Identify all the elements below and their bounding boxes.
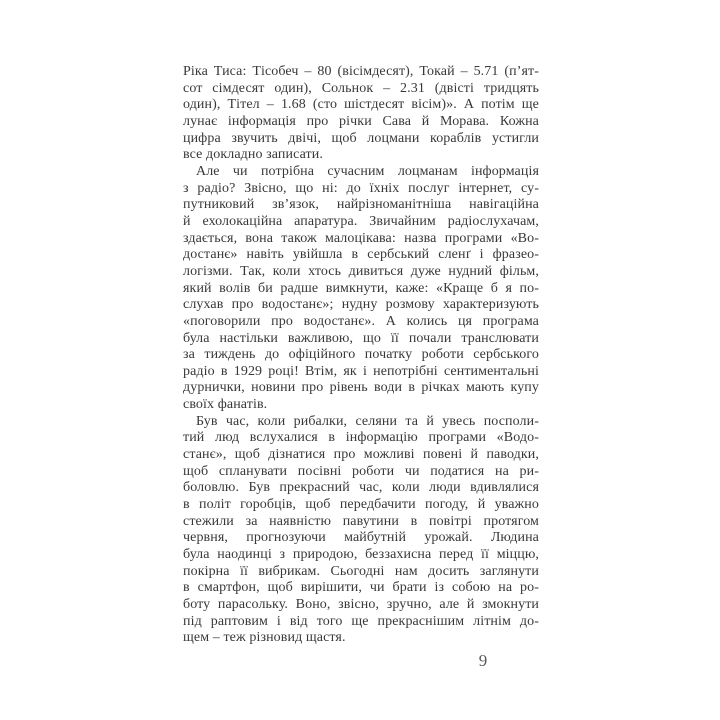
text-line: в політ горобців, щоб передбачити погоду, й уважно [183,497,539,513]
text-line: все докладно записати. [183,147,323,163]
text-line: сот сімдесят один), Сольнок – 2.31 (двісті тридцять [183,80,539,96]
text-line: Був час, коли рибалки, селяни та й увесь посполи- [196,413,539,429]
page-number: 9 [478,651,488,670]
text-line: дурнички, новини про рівень води в річках мають купу [183,380,539,396]
text-line: цифра звучить двічі, щоб лоцмани кораблів устигли [183,130,539,146]
text-line: один), Тітел – 1.68 (сто шістдесят вісім)». А потім ще [183,97,539,113]
text-line: й ехолокаційна апаратура. Звичайним радіослухачам, [183,213,539,229]
text-line: своїх фанатів. [183,397,268,413]
text-line: логізми. Так, коли хтось дивиться дуже нудний фільм, [183,263,539,279]
text-line: Ріка Тиса: Тісобеч – 80 (вісімдесят), Токай – 5.71 (п’ят- [183,64,539,79]
text-line: боловлю. Був прекрасний час, коли люди вдивлялися [183,480,539,496]
text-line: достанє» навіть увійшла в сербський сленґ і фразео- [183,247,539,263]
text-line: здається, вона також малоцікава: назва програми «Во- [183,230,539,246]
text-line: в смартфон, щоб вирішити, чи брати із собою на ро- [183,580,539,596]
text-line: за тиждень до офіційного початку роботи сербського [183,347,539,363]
text-line: червня, прогнозуючи майбутній урожай. Людина [183,530,539,546]
text-line: покірна її вибрикам. Сьогодні нам досить заглянути [183,563,539,579]
text-line: була наодинці з природою, беззахисна перед її міццю, [183,547,539,563]
text-line: «поговорили про водостанє». А колись ця програма [183,313,539,329]
text-line: боту парасольку. Воно, звісно, зручно, але й змокнути [183,597,539,612]
text-line: була настільки важливою, що її почали транслювати [183,330,539,346]
text-line: радіо в 1929 році! Втім, як і непотрібні сентиментальні [183,363,539,379]
paragraph [183,64,539,164]
text-line: з радіо? Звісно, що ні: до їхніх послуг інтернет, су- [183,180,539,196]
text-column [183,64,539,647]
text-line: путниковий зв’язок, найрізноманітніша навігаційна [183,197,539,213]
paragraph [183,414,539,647]
text-line: щем – теж різновид щастя. [183,630,346,646]
text-line: Але чи потрібна сучасним лоцманам інформація [196,163,539,179]
text-line: тий люд вслухалися в інформацію програми «Водо- [183,430,539,446]
text-line: щоб спланувати посівні роботи чи податися на ри- [183,463,539,479]
text-line: під раптовим і від того ще прекраснішим літнім до- [183,613,539,629]
text-line: лунає інформація про річки Сава й Морава. Кожна [183,113,539,129]
text-line: станє», щоб дізнатися про можливі повені й паводки, [183,447,539,463]
text-line: стежили за наявністю павутини в повітрі протягом [183,513,539,529]
paragraph [183,164,539,414]
text-line: який волів би радше вимкнути, каже: «Краще б я по- [183,280,539,296]
text-line: слухав про водостанє»; нудну розмову характеризують [183,297,539,313]
